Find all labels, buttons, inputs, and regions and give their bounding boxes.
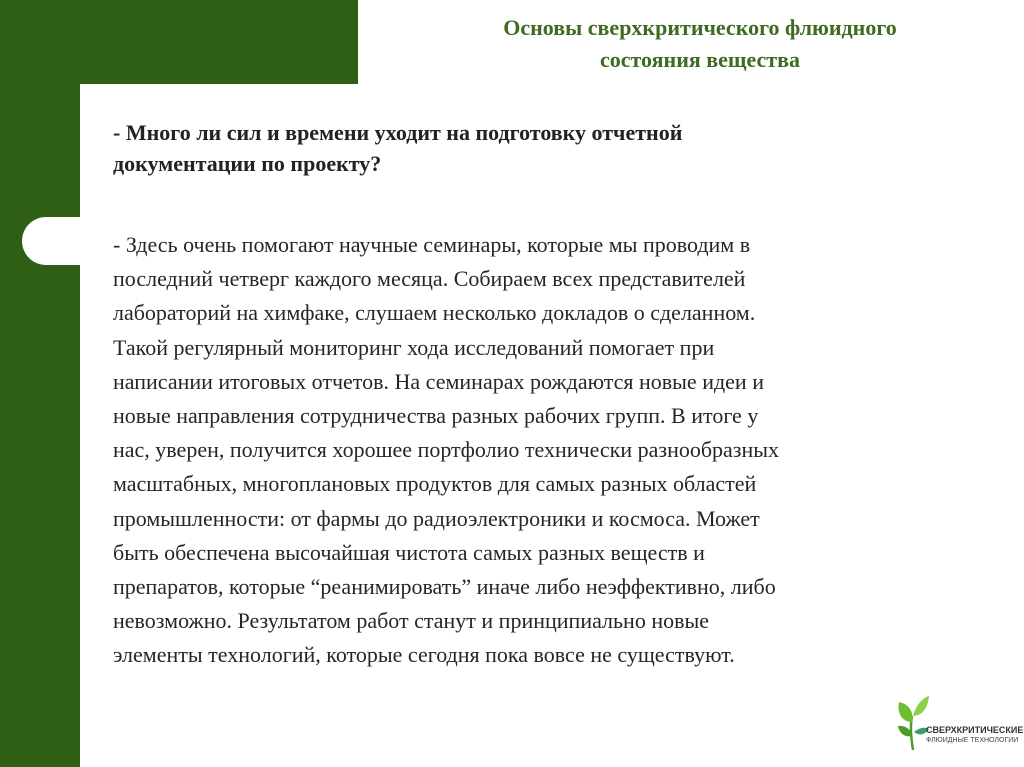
answer-line: нас, уверен, получится хорошее портфолио технически разнообразных [113,437,780,463]
answer-line: масштабных, многоплановых продуктов для самых разных областей [113,471,757,497]
green-header-decoration [0,0,358,84]
slide-title-line: состояния вещества [600,47,800,72]
logo-name: СВЕРХКРИТИЧЕСКИЕ [926,725,1024,735]
leaf-sprout-icon [896,692,930,754]
answer-line: Такой регулярный мониторинг хода исследований помогает при [113,334,715,360]
interview-answer [113,228,1008,673]
answer-line: новые направления сотрудничества разных рабочих групп. В итоге у [113,403,759,429]
answer-line: написании итоговых отчетов. На семинарах рождаются новые идеи и [113,368,764,394]
question-line: документации по проекту? [113,151,382,176]
question-line: - Много ли сил и времени уходит на подготовку отчетной [113,120,683,145]
answer-line: лабораторий на химфаке, слушаем несколько докладов о сделанном. [113,300,756,326]
answer-line: быть обеспечена высочайшая чистота самых разных веществ и [113,539,705,565]
slide-title [400,12,1000,76]
answer-line: - Здесь очень помогают научные семинары, которые мы проводим в [113,232,751,257]
answer-line: невозможно. Результатом работ станут и принципиально новые [113,608,710,634]
answer-line: элементы технологий, которые сегодня пока вовсе не существуют. [113,642,735,668]
slide-title-line: Основы сверхкритического флюидного [503,15,897,40]
logo-tagline: ФЛЮИДНЫЕ ТЕХНОЛОГИИ [926,737,1019,744]
answer-line: промышленности: от фармы до радиоэлектроники и космоса. Может [113,505,760,531]
interview-question [113,117,993,179]
answer-line: препаратов, которые “реанимировать” иначе либо неэффективно, либо [113,574,776,600]
company-logo [896,690,1024,760]
green-sidebar-decoration [0,0,80,767]
answer-line: последний четверг каждого месяца. Собираем всех представителей [113,266,746,292]
